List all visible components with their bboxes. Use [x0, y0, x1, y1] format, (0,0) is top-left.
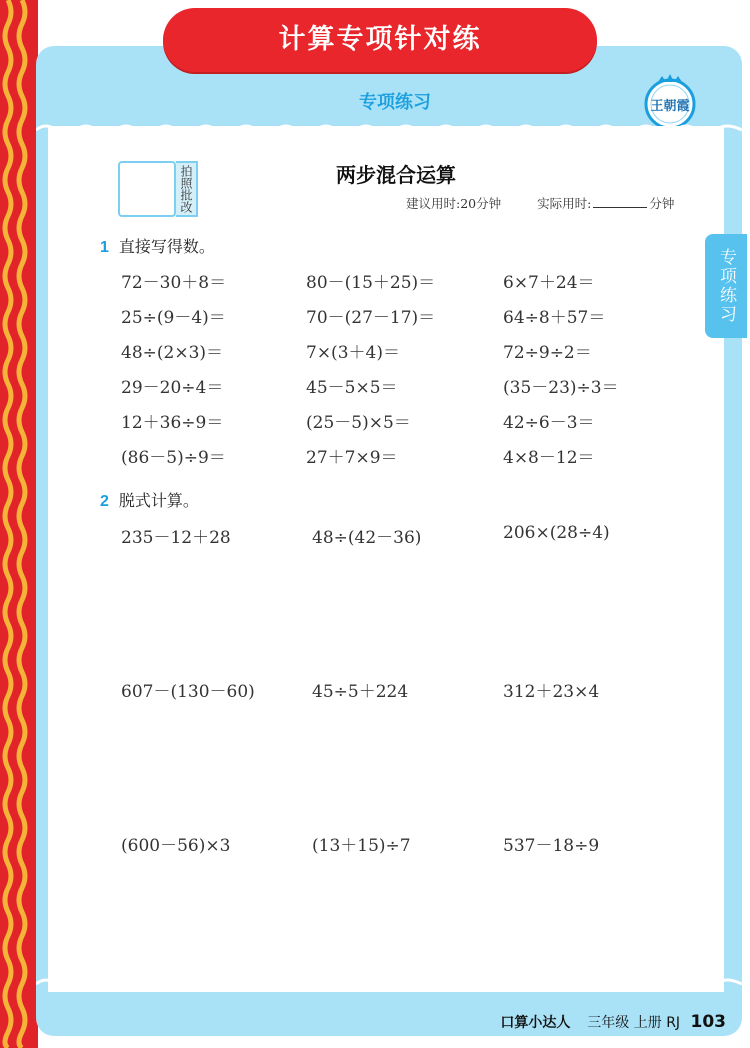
- photo-grading-box[interactable]: [118, 161, 198, 219]
- time-info: [406, 194, 674, 212]
- actual-time-blank[interactable]: [593, 197, 647, 208]
- q2-item: 537－18÷9: [503, 836, 600, 856]
- decorative-ribbon: [0, 0, 38, 1048]
- q1-item: (25－5)×5＝: [306, 413, 411, 433]
- q1-item: 72÷9÷2＝: [503, 343, 592, 363]
- photo-grading-label: 拍照批改: [176, 161, 198, 217]
- q1-item: (86－5)÷9＝: [121, 448, 226, 468]
- actual-time-label: 实际用时:: [537, 196, 592, 211]
- q1-item: 4×8－12＝: [503, 448, 595, 468]
- wave-border-bottom: [36, 972, 742, 1002]
- q1-item: 7×(3＋4)＝: [306, 343, 400, 363]
- q2-item: (600－56)×3: [121, 836, 231, 856]
- q2-item: 206×(28÷4): [503, 523, 610, 543]
- side-tab-special-practice[interactable]: 专项练习: [705, 234, 747, 338]
- q1-item: 29－20÷4＝: [121, 378, 224, 398]
- q2-item: 607－(130－60): [121, 682, 255, 702]
- actual-time-unit: 分钟: [649, 196, 675, 211]
- q1-item: 80－(15＋25)＝: [306, 273, 436, 293]
- suggested-time: 建议用时:20分钟: [406, 196, 502, 211]
- q1-item: 45－5×5＝: [306, 378, 398, 398]
- q1-item: 12＋36÷9＝: [121, 413, 224, 433]
- q1-item: 72－30＋8＝: [121, 273, 227, 293]
- q2-item: 45÷5＋224: [312, 682, 409, 702]
- question-2-heading: [100, 488, 199, 511]
- q2-item: 48÷(42－36): [312, 528, 422, 548]
- svg-text:王朝霞: 王朝霞: [650, 99, 690, 114]
- page-footer: [500, 1012, 726, 1032]
- question-instruction: 脱式计算。: [118, 491, 199, 510]
- q1-item: 70－(27－17)＝: [306, 308, 436, 328]
- volume-label: 上册: [633, 1015, 662, 1031]
- q1-item: 27＋7×9＝: [306, 448, 398, 468]
- book-title: 口算小达人: [500, 1015, 571, 1031]
- q1-item: 25÷(9－4)＝: [121, 308, 226, 328]
- grade-label: 三年级: [587, 1015, 630, 1031]
- page-number: 103: [690, 1012, 726, 1032]
- question-number: 1: [100, 239, 109, 256]
- edition-label: RJ: [666, 1015, 681, 1031]
- question-1-heading: [100, 234, 215, 257]
- q1-item: (35－23)÷3＝: [503, 378, 619, 398]
- q2-item: 235－12＋28: [121, 528, 231, 548]
- q1-item: 64÷8＋57＝: [503, 308, 606, 328]
- question-instruction: 直接写得数。: [118, 237, 215, 256]
- exercise-title: 两步混合运算: [336, 163, 456, 187]
- question-number: 2: [100, 493, 109, 510]
- section-header: 专项练习: [359, 92, 431, 113]
- q2-item: 312＋23×4: [503, 682, 600, 702]
- q1-item: 42÷6－3＝: [503, 413, 595, 433]
- q1-item: 48÷(2×3)＝: [121, 343, 224, 363]
- page-title-banner: 计算专项针对练: [163, 8, 597, 72]
- q2-item: (13＋15)÷7: [312, 836, 411, 856]
- q1-item: 6×7＋24＝: [503, 273, 595, 293]
- qr-code-placeholder: [118, 161, 176, 217]
